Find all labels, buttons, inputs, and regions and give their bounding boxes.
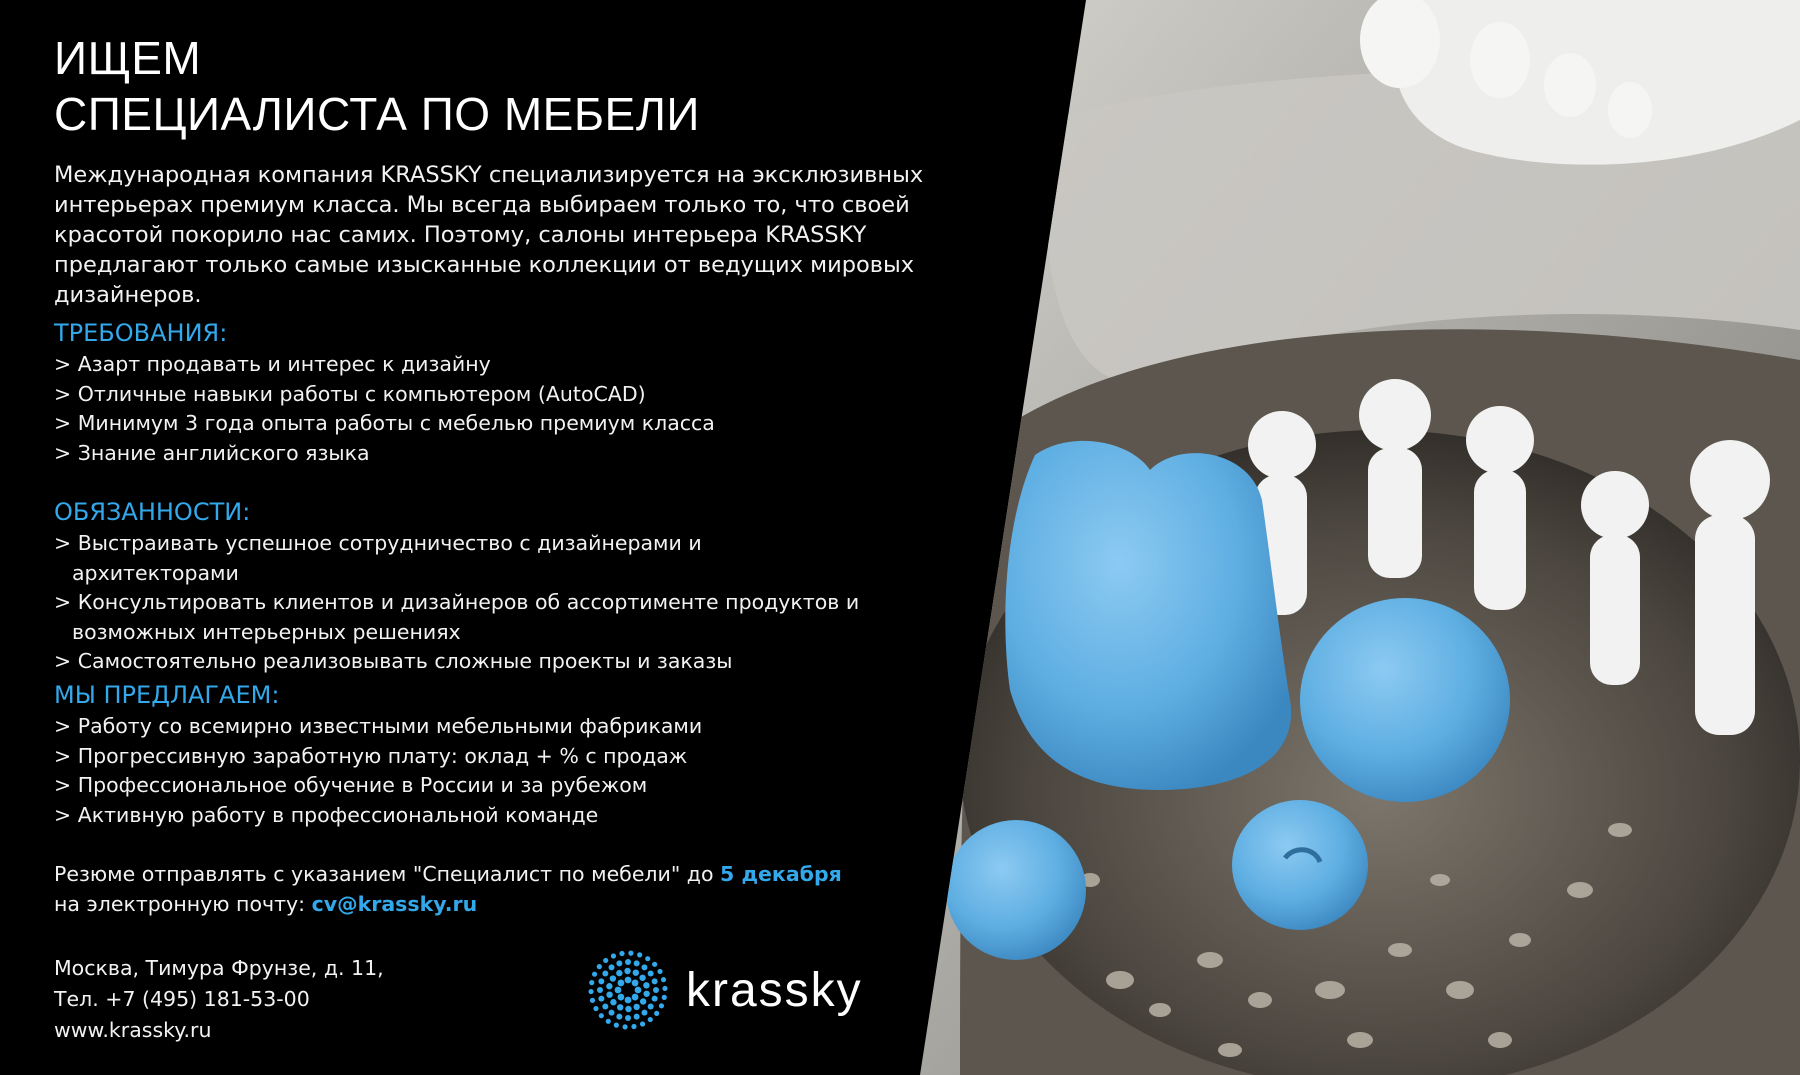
logo-dot [592,972,597,977]
logo-text: krassky [686,963,863,1017]
offer-section [54,680,1014,830]
logo-dot [611,953,616,958]
cta-text-1: Резюме отправлять с указанием "Специалист по мебели" до [54,862,721,886]
logo-dot [645,956,650,961]
logo-dot [634,960,640,966]
logo-dot [597,964,602,969]
list-item: > Активную работу в профессиональной команде [54,801,1014,831]
logo-dot [643,982,649,988]
logo-dot [633,969,639,975]
logo-dot [634,1014,640,1020]
offer-list [54,712,1014,830]
logo-dot [632,980,639,987]
logo-dot [606,991,612,997]
duties-section [54,497,1014,677]
logo-dot [639,975,645,981]
logo-dot [643,991,649,997]
website-link[interactable]: www.krassky.ru [54,1018,212,1042]
logo-dot [598,996,604,1002]
logo-dot [632,994,639,1001]
logo-dot [616,960,622,966]
duties-list [54,529,874,677]
logo-dot [603,958,608,963]
logo-dot [588,989,593,994]
logo-dot [625,959,631,965]
logo-dot [598,978,604,984]
logo-dot [628,951,633,956]
duties-heading: ОБЯЗАННОСТИ: [54,498,251,526]
list-item: > Работу со всемирно известными мебельными фабриками [54,712,1014,742]
logo-dot [652,978,658,984]
title-line-1: ИЩЕМ [54,32,202,84]
logo-dot [633,1004,639,1010]
logo-dot [615,987,622,994]
title-line-2: СПЕЦИАЛИСТА ПО МЕБЕЛИ [54,88,700,140]
logo-dot [625,977,632,984]
logo-dot [590,998,595,1003]
logo-dot [602,971,608,977]
logo-dot [602,1003,608,1009]
logo-dot [648,971,654,977]
contacts-block [54,953,514,1046]
logo-dot [661,977,666,982]
address: Москва, Тимура Фрунзе, д. 11, [54,956,384,980]
logo-dot [610,999,616,1005]
logo-dot [616,970,622,976]
list-item: > Выстраивать успешное сотрудничество с дизайнерами и архитекторами [54,529,874,588]
logo-dot [653,987,659,993]
logo-dot [625,997,632,1004]
logo-dot [659,1003,664,1008]
resume-instructions [54,859,1014,919]
logo-dot [652,962,657,967]
logo-dot [622,1024,627,1029]
requirements-section [54,318,1014,468]
logo-dot [610,975,616,981]
phone: Тел. +7 (495) 181-53-00 [54,987,310,1011]
logo-dot [617,1004,623,1010]
logo-dot [640,1021,645,1026]
logo-dot [619,951,624,956]
logo-dot [641,964,647,970]
logo-dot [662,986,667,991]
logo-dot [641,1010,647,1016]
logo-dot [662,995,667,1000]
logo-dot [616,1014,622,1020]
logo-dot [599,1013,604,1018]
logo-dot [609,964,615,970]
page-title [54,30,954,142]
logo-dot [606,1019,611,1024]
logo-dot [624,968,630,974]
logo-dot [640,998,646,1004]
requirements-heading: ТРЕБОВАНИЯ: [54,319,228,347]
logo-dot [609,1010,615,1016]
list-item: > Знание английского языка [54,439,1014,469]
deadline-date: 5 декабря [720,862,842,886]
krassky-logo [586,950,886,1030]
logo-dot [625,1006,631,1012]
logo-dot [618,980,625,987]
list-item: > Отличные навыки работы с компьютером (AutoCAD) [54,380,1014,410]
logo-dot [606,983,612,989]
list-item: > Консультировать клиентов и дизайнеров об ассортименте продуктов и возможных интерьерных решениях [54,588,874,647]
list-item: > Азарт продавать и интерес к дизайну [54,350,1014,380]
logo-dot [597,987,603,993]
logo-dot [637,952,642,957]
cta-text-2: на электронную почту: [54,892,312,916]
logo-dot [648,1017,653,1022]
logo-dot [652,996,658,1002]
logo-dot [648,1003,654,1009]
logo-dot [631,1024,636,1029]
logo-dot [593,1006,598,1011]
logo-dot [618,994,625,1001]
logo-dot [654,1011,659,1016]
logo-dot [657,969,662,974]
logo-dot [635,987,642,994]
logo-dots-icon [586,948,670,1032]
list-item: > Минимум 3 года опыта работы с мебелью премиум класса [54,409,1014,439]
list-item: > Прогрессивную заработную плату: оклад + % с продаж [54,742,1014,772]
logo-dot [614,1023,619,1028]
list-item: > Профессиональное обучение в России и за рубежом [54,771,1014,801]
logo-dot [589,980,594,985]
email-link[interactable]: cv@krassky.ru [311,892,478,916]
company-intro: Международная компания KRASSKY специализируется на эксклюзивных интерьерах премиум класса. Мы всегда выбираем только то, что своей красотой покорило нас самих. Поэтому, салоны интерьера KRASSKY предлагают только самые изысканные коллекции от ведущих мировых дизайнеров. [54,162,924,308]
offer-heading: МЫ ПРЕДЛАГАЕМ: [54,681,280,709]
logo-dot [625,1015,631,1021]
list-item: > Самостоятельно реализовывать сложные проекты и заказы [54,647,874,677]
requirements-list [54,350,1014,468]
